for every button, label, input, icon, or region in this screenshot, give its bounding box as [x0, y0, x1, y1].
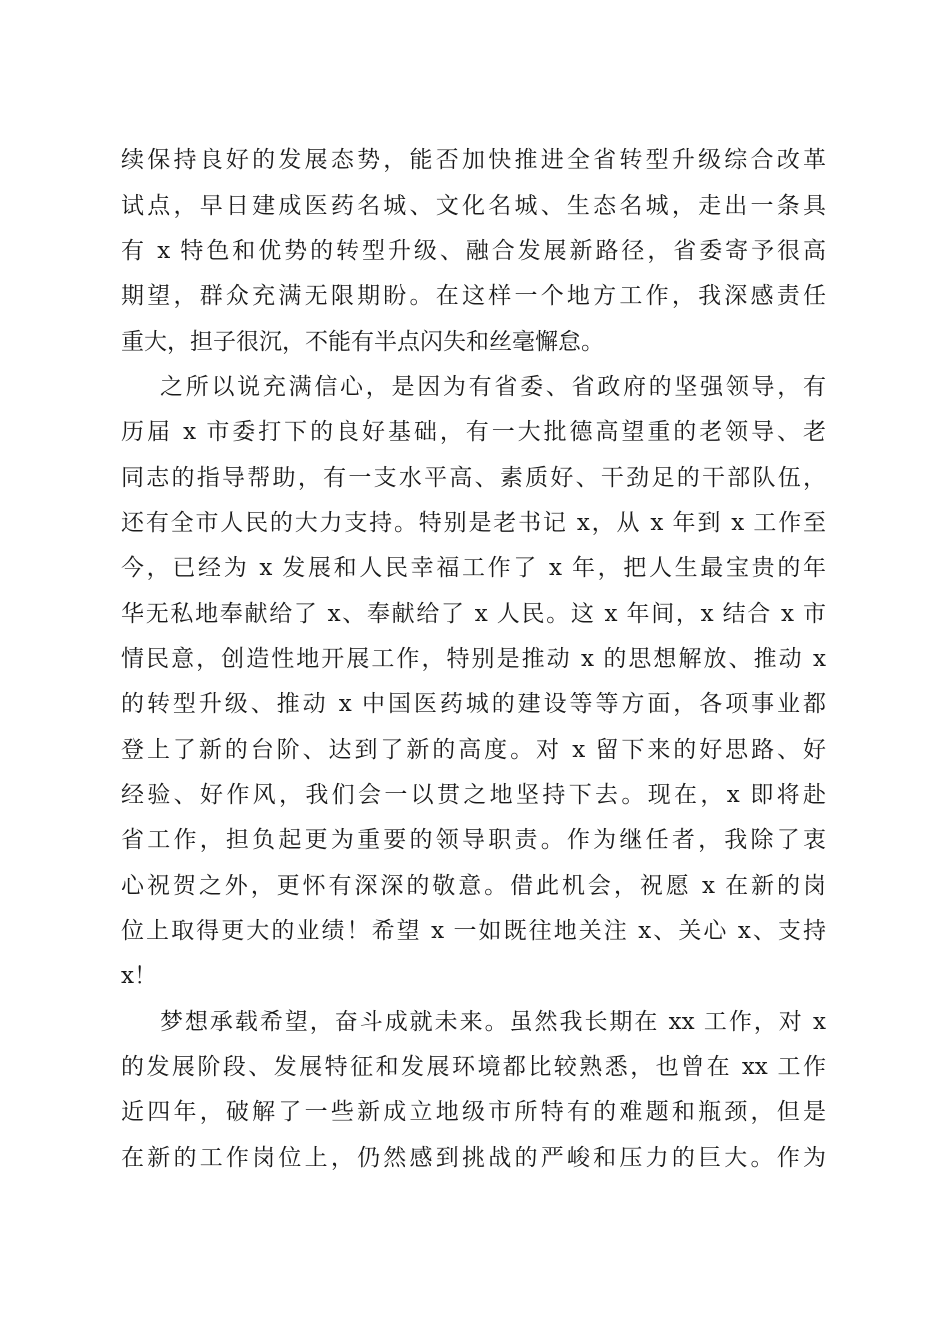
text-line: 情民意，创造性地开展工作，特别是推动 x 的思想解放、推动 x [121, 646, 826, 672]
text-line: x！ [121, 963, 157, 989]
text-line: 期望，群众充满无限期盼。在这样一个地方工作，我深感责任 [121, 283, 826, 309]
text-line: 经验、好作风，我们会一以贯之地坚持下去。现在，x 即将赴 [121, 782, 826, 808]
text-line: 在新的工作岗位上，仍然感到挑战的严峻和压力的巨大。作为 [121, 1145, 826, 1171]
text-line: 的发展阶段、发展特征和发展环境都比较熟悉，也曾在 xx 工作 [121, 1054, 826, 1080]
text-line: 位上取得更大的业绩！希望 x 一如既往地关注 x、关心 x、支持 [121, 918, 826, 944]
text-line: 登上了新的台阶、达到了新的高度。对 x 留下来的好思路、好 [121, 737, 826, 763]
text-line: 同志的指导帮助，有一支水平高、素质好、干劲足的干部队伍， [121, 465, 826, 491]
text-line: 华无私地奉献给了 x、奉献给了 x 人民。这 x 年间，x 结合 x 市 [121, 601, 826, 627]
text-line: 之所以说充满信心，是因为有省委、省政府的坚强领导，有 [160, 374, 826, 400]
text-line: 近四年，破解了一些新成立地级市所特有的难题和瓶颈，但是 [121, 1099, 826, 1125]
text-line: 今，已经为 x 发展和人民幸福工作了 x 年，把人生最宝贵的年 [121, 555, 826, 581]
text-line: 心祝贺之外，更怀有深深的敬意。借此机会，祝愿 x 在新的岗 [121, 873, 826, 899]
text-line: 续保持良好的发展态势，能否加快推进全省转型升级综合改革 [121, 147, 826, 173]
text-line: 还有全市人民的大力支持。特别是老书记 x，从 x 年到 x 工作至 [121, 510, 826, 536]
text-line: 重大，担子很沉，不能有半点闪失和丝毫懈怠。 [121, 329, 604, 355]
text-line: 试点，早日建成医药名城、文化名城、生态名城，走出一条具 [121, 193, 826, 219]
text-line: 梦想承载希望，奋斗成就未来。虽然我长期在 xx 工作，对 x [160, 1009, 826, 1035]
text-line: 省工作，担负起更为重要的领导职责。作为继任者，我除了衷 [121, 827, 826, 853]
text-line: 有 x 特色和优势的转型升级、融合发展新路径，省委寄予很高 [121, 238, 826, 264]
text-line: 历届 x 市委打下的良好基础，有一大批德高望重的老领导、老 [121, 419, 826, 445]
text-line: 的转型升级、推动 x 中国医药城的建设等等方面，各项事业都 [121, 691, 826, 717]
